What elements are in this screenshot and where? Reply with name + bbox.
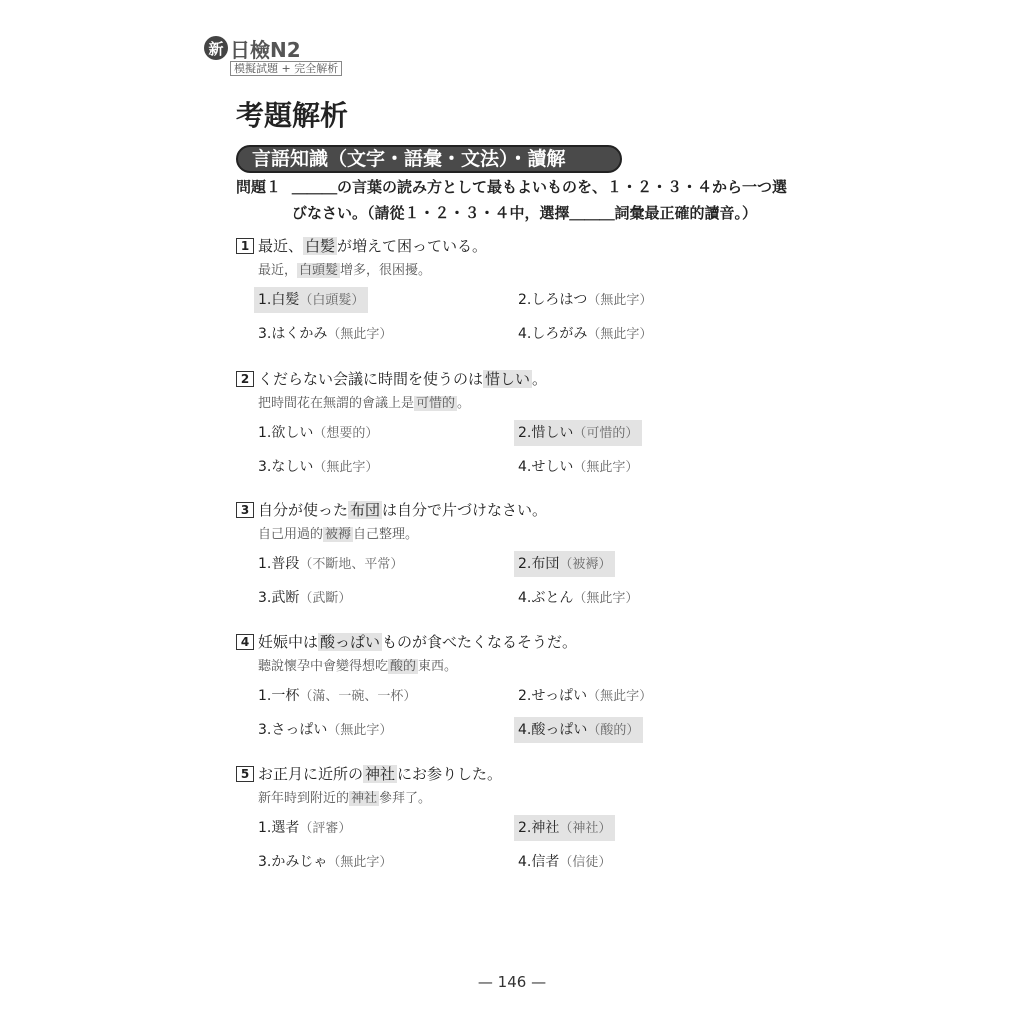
option-2 — [514, 287, 656, 313]
question-block — [236, 629, 796, 747]
translation-key: 可惜的 — [416, 396, 456, 411]
translation — [236, 655, 796, 679]
option-text: 1.選者 — [258, 820, 300, 836]
target-word: 惜しい — [485, 370, 531, 388]
translation — [236, 392, 796, 416]
translation-text: 把時間花在無謂的會議上是 — [258, 396, 415, 411]
option-1 — [254, 683, 420, 709]
option-4 — [514, 585, 642, 611]
options-row — [236, 815, 796, 845]
option-4 — [514, 717, 643, 743]
option-text: 2.せっぱい — [518, 688, 588, 704]
question-sentence — [236, 497, 796, 523]
option-gloss: （信徒） — [559, 855, 612, 870]
option-text: 2.神社 — [518, 820, 560, 836]
option-text: 3.なしい — [258, 459, 314, 475]
option-gloss: （被褥） — [559, 557, 612, 572]
book-title: 日檢N2 — [230, 38, 301, 62]
option-gloss: （神社） — [559, 821, 612, 836]
option-text: 4.信者 — [518, 854, 560, 870]
option-1 — [254, 420, 382, 446]
translation — [236, 787, 796, 811]
question-number: 2 — [236, 371, 254, 387]
option-4 — [514, 454, 642, 480]
option-1 — [254, 287, 368, 313]
book-subtitle: 模擬試題 + 完全解析 — [230, 61, 342, 76]
translation-text: 自己整理。 — [353, 527, 419, 542]
translation-text: 東西。 — [418, 659, 458, 674]
target-word: 神社 — [365, 765, 396, 783]
translation-text: 最近， — [258, 263, 298, 278]
sentence-text: 自分が使った — [258, 501, 349, 519]
option-gloss: （評審） — [299, 821, 352, 836]
instruction-line-2: びなさい。（請從１・２・３・４中，選擇＿＿＿詞彙最正確的讀音。） — [292, 204, 758, 222]
instruction-line-1: ＿＿＿の言葉の読み方として最もよいものを、１・２・３・４から一つ選 — [292, 178, 788, 196]
option-3 — [254, 717, 396, 743]
option-text: 2.布団 — [518, 556, 560, 572]
option-text: 3.さっぱい — [258, 722, 328, 738]
sentence-text: 。 — [532, 370, 548, 388]
question-block — [236, 366, 796, 484]
question-block — [236, 761, 796, 879]
option-text: 4.せしい — [518, 459, 574, 475]
question-sentence — [236, 233, 796, 259]
question-number: 3 — [236, 502, 254, 518]
sentence-text: くだらない会議に時間を使うのは — [258, 370, 484, 388]
logo-badge: 新 — [204, 36, 228, 60]
option-gloss: （不斷地、平常） — [299, 557, 404, 572]
sentence-text: ものが食べたくなるそうだ。 — [382, 633, 578, 651]
option-1 — [254, 551, 407, 577]
question-number: 1 — [236, 238, 254, 254]
option-text: 2.しろはつ — [518, 292, 588, 308]
option-2 — [514, 815, 615, 841]
option-text: 2.惜しい — [518, 425, 574, 441]
translation — [236, 523, 796, 547]
option-text: 3.かみじゃ — [258, 854, 328, 870]
question-number: 5 — [236, 766, 254, 782]
option-gloss: （無此字） — [327, 723, 393, 738]
question-number: 4 — [236, 634, 254, 650]
options-row — [236, 420, 796, 450]
options-row — [236, 287, 796, 317]
option-gloss: （無此字） — [587, 689, 653, 704]
option-gloss: （無此字） — [327, 327, 393, 342]
option-text: 3.武断 — [258, 590, 300, 606]
option-gloss: （想要的） — [313, 426, 379, 441]
options-row — [236, 585, 796, 615]
translation-key: 酸的 — [390, 659, 417, 674]
option-gloss: （無此字） — [313, 460, 379, 475]
sentence-text: にお参りした。 — [397, 765, 503, 783]
option-gloss: （酸的） — [587, 723, 640, 738]
option-gloss: （無此字） — [587, 293, 653, 308]
option-gloss: （無此字） — [573, 591, 639, 606]
question-block — [236, 497, 796, 615]
question-block — [236, 233, 796, 351]
translation-text: 自己用過的 — [258, 527, 324, 542]
sentence-text: 妊娠中は — [258, 633, 319, 651]
translation — [236, 259, 796, 283]
translation-key: 白頭髮 — [299, 263, 339, 278]
target-word: 布団 — [350, 501, 381, 519]
options-row — [236, 454, 796, 484]
option-text: 1.一杯 — [258, 688, 300, 704]
options-row — [236, 551, 796, 581]
option-text: 4.酸っぱい — [518, 722, 588, 738]
question-sentence — [236, 366, 796, 392]
target-word: 酸っぱい — [320, 633, 381, 651]
translation-text: 參拜了。 — [379, 791, 432, 806]
option-3 — [254, 321, 396, 347]
options-row — [236, 321, 796, 351]
sentence-text: が増えて困っている。 — [337, 237, 488, 255]
option-2 — [514, 420, 642, 446]
sentence-text: お正月に近所の — [258, 765, 364, 783]
option-text: 1.白髪 — [258, 292, 300, 308]
question-sentence — [236, 629, 796, 655]
options-row — [236, 849, 796, 879]
section-title: 考題解析 — [236, 99, 349, 132]
option-3 — [254, 849, 396, 875]
options-row — [236, 717, 796, 747]
option-4 — [514, 849, 615, 875]
option-gloss: （可惜的） — [573, 426, 639, 441]
option-3 — [254, 454, 382, 480]
option-text: 1.欲しい — [258, 425, 314, 441]
option-text: 4.ぶとん — [518, 590, 574, 606]
option-gloss: （白頭髮） — [299, 293, 365, 308]
translation-text: 。 — [457, 396, 471, 411]
option-text: 4.しろがみ — [518, 326, 588, 342]
question-sentence — [236, 761, 796, 787]
option-gloss: （無此字） — [573, 460, 639, 475]
target-word: 白髪 — [305, 237, 336, 255]
translation-text: 增多，很困擾。 — [340, 263, 432, 278]
option-gloss: （無此字） — [587, 327, 653, 342]
options-row — [236, 683, 796, 713]
translation-key: 被褥 — [325, 527, 352, 542]
translation-text: 聽說懷孕中會變得想吃 — [258, 659, 389, 674]
option-gloss: （武斷） — [299, 591, 352, 606]
option-4 — [514, 321, 656, 347]
option-text: 3.はくかみ — [258, 326, 328, 342]
problem-label: 問題１ — [236, 178, 282, 196]
translation-text: 新年時到附近的 — [258, 791, 350, 806]
option-gloss: （無此字） — [327, 855, 393, 870]
question-instruction — [236, 174, 796, 226]
page-number: — 146 — — [477, 973, 547, 991]
option-text: 1.普段 — [258, 556, 300, 572]
option-gloss: （滿、一碗、一杯） — [299, 689, 417, 704]
option-3 — [254, 585, 355, 611]
category-banner: 言語知識（文字・語彙・文法）・讀解 — [236, 145, 622, 173]
option-2 — [514, 551, 615, 577]
sentence-text: 最近、 — [258, 237, 304, 255]
sentence-text: は自分で片づけなさい。 — [382, 501, 548, 519]
option-1 — [254, 815, 355, 841]
translation-key: 神社 — [351, 791, 378, 806]
option-2 — [514, 683, 656, 709]
